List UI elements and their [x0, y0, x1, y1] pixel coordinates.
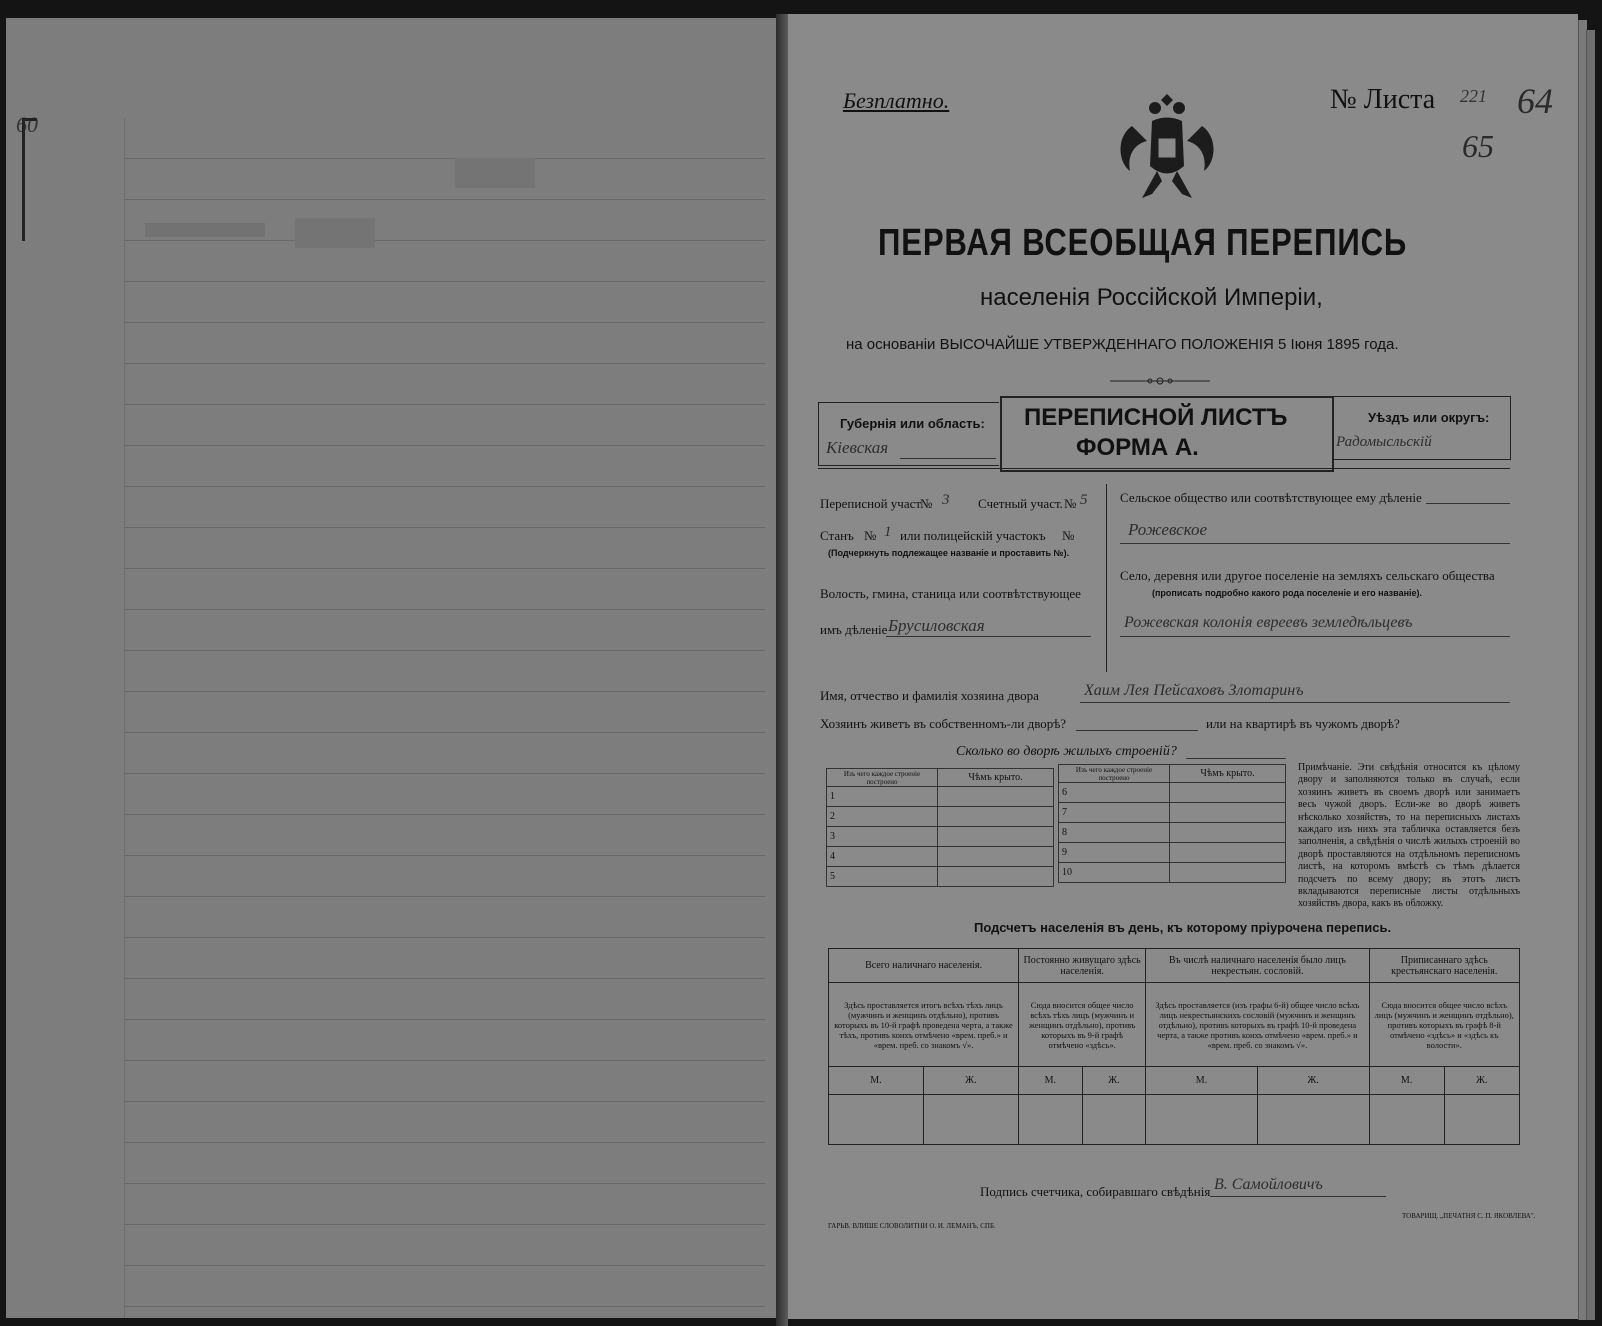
society-underline	[1426, 503, 1510, 504]
buildings-row-number: 3	[827, 827, 938, 847]
ghost-text-block	[145, 223, 265, 237]
printer-left: ГАРЬВ. ВЛИШЕ СЛОВОЛИТНИ О. И. ЛЕМАНЪ, СПБ.	[828, 1222, 996, 1230]
buildings-table-right	[1058, 764, 1286, 883]
male-header: М.	[1369, 1067, 1444, 1095]
police-label: или полицейскій участокъ	[900, 528, 1046, 543]
count-cell	[1444, 1095, 1519, 1145]
left-page-grid	[124, 118, 765, 1318]
buildings-row-number: 1	[827, 787, 938, 807]
female-header: Ж.	[1444, 1067, 1519, 1095]
buildings-table-left	[826, 768, 1054, 887]
owner-underline	[1080, 702, 1510, 703]
female-header: Ж.	[1257, 1067, 1369, 1095]
population-col-header: Всего наличнаго населенія.	[829, 949, 1019, 983]
decorative-divider	[1110, 376, 1210, 386]
volost-value: Брусиловская	[888, 616, 985, 635]
buildings-row-number: 10	[1059, 863, 1170, 883]
header-rule	[818, 468, 1510, 469]
society-value-underline	[1120, 543, 1510, 544]
count-section-value: 5	[1080, 492, 1088, 508]
buildings-row-number: 2	[827, 807, 938, 827]
free-label: Безплатно.	[843, 88, 950, 113]
village-note: (прописать подробно какого рода поселеніе и его названіе).	[1152, 588, 1423, 598]
count-cell	[1146, 1095, 1257, 1145]
count-section-label: Счетный участ.	[978, 496, 1063, 511]
buildings-row-number: 8	[1059, 823, 1170, 843]
buildings-row-number: 9	[1059, 843, 1170, 863]
signature-underline	[1210, 1196, 1386, 1197]
left-margin-number: 60	[16, 112, 38, 137]
owner-label: Имя, отчество и фамилія хозяина двора	[820, 688, 1039, 703]
imperial-eagle-emblem	[1112, 86, 1222, 206]
buildings-note: Примѣчаніе. Эти свѣдѣнія относятся къ цѣлому двору и заполняются только въ случаѣ, если хозяинъ живетъ въ своемъ дворѣ или занимаетъ весь чужой дворъ. Если-же во дворѣ живетъ нѣсколько хозяйствъ, то на переписныхъ листахъ каждаго изъ нихъ эта табличка оставляется безъ заполненія, а свѣдѣнія о числѣ жилыхъ строеній во дворѣ проставляются на отдѣльномъ переписномъ листѣ, на которомъ вмѣстѣ съ тѣмъ дѣлается подсчетъ по всему двору; въ этотъ листъ вкладываются переписные листы отдѣльныхъ хозяйствъ двора, какъ въ обложку.	[1298, 762, 1520, 910]
legal-basis: на основаніи ВЫСОЧАЙШЕ УТВЕРЖДЕННАГО ПОЛОЖЕНІЯ 5 Іюня 1895 года.	[846, 336, 1399, 353]
female-header: Ж.	[1082, 1067, 1146, 1095]
buildings-col-material: Изъ чего каждое строеніе построено	[1059, 765, 1170, 783]
population-col-description: Здѣсь проставляется (изъ графы 6-й) общее число всѣхъ лицъ некрестьянскихъ сословій (мужчинъ и женщинъ отдѣльно), противъ которыхъ въ графѣ 10-й проведена черта, а также противъ коихъ отмѣчено «врем. преб.» и «врем. преб. со знакомъ √».	[1146, 983, 1369, 1067]
printer-right: ТОВАРИЩ. „ПЕЧАТНЯ С. П. ЯКОВЛЕВА".	[1402, 1212, 1536, 1220]
population-col-description: Сюда вносится общее число всѣхъ тѣхъ лицъ (мужчинъ и женщинъ отдѣльно), противъ которыхъ въ 9-й графѣ отмѣчено «здѣсь».	[1019, 983, 1146, 1067]
sheet-number-label: № Листа	[1330, 84, 1436, 115]
count-cell	[1369, 1095, 1444, 1145]
province-label: Губернія или область:	[840, 416, 985, 431]
sheet-edge	[1586, 30, 1595, 1320]
population-col-header: Постоянно живущаго здѣсь населенія.	[1019, 949, 1146, 983]
volost-label: Волость, гмина, станица или соотвѣтствующее	[820, 586, 1081, 601]
population-col-header: Въ числѣ наличнаго населенія было лицъ некрестьян. сословій.	[1146, 949, 1369, 983]
buildings-row-number: 4	[827, 847, 938, 867]
female-header: Ж.	[923, 1067, 1018, 1095]
population-col-header: Приписаннаго здѣсь крестьянскаго населенія.	[1369, 949, 1519, 983]
left-margin-bracket	[22, 118, 37, 241]
village-value: Рожевская колонія евреевъ земледѣльцевъ	[1124, 614, 1413, 631]
population-count-title: Подсчетъ населенія въ день, къ которому пріурочена перепись.	[974, 920, 1392, 935]
count-cell	[1082, 1095, 1146, 1145]
male-header: М.	[1146, 1067, 1257, 1095]
society-value: Рожевское	[1128, 520, 1208, 539]
province-underline	[900, 458, 996, 459]
form-subtitle: населенія Россійской Имперіи,	[980, 284, 1323, 311]
ghost-text-block	[455, 158, 535, 188]
district-value: Радомысльскій	[1336, 434, 1432, 450]
stan-label: Станъ	[820, 528, 854, 543]
form-type-subtitle: ФОРМА А.	[1076, 434, 1199, 461]
signature-value: В. Самойловичъ	[1214, 1176, 1323, 1193]
province-value: Кіевская	[826, 438, 889, 457]
male-header: М.	[1019, 1067, 1082, 1095]
sheet-number	[1330, 84, 1487, 116]
village-label: Село, деревня или другое поселеніе на земляхъ сельскаго общества	[1120, 568, 1495, 583]
sheet-number-value: 221	[1460, 86, 1487, 106]
buildings-row-number: 5	[827, 867, 938, 887]
male-header: М.	[829, 1067, 924, 1095]
population-count-table	[828, 948, 1520, 1145]
census-section-label: Переписной участ	[820, 496, 922, 511]
count-cell	[1019, 1095, 1082, 1145]
handwritten-page-number-corrected: 65	[1462, 128, 1494, 164]
form-type-title: ПЕРЕПИСНОЙ ЛИСТЪ	[1024, 404, 1288, 431]
stan-value: 1	[884, 524, 892, 540]
form-title: ПЕРВАЯ ВСЕОБЩАЯ ПЕРЕПИСЬ	[878, 222, 1408, 264]
handwritten-page-number: 64	[1517, 81, 1553, 121]
signature-label: Подпись счетчика, собиравшаго свѣдѣнія	[980, 1184, 1211, 1199]
volost-underline	[886, 636, 1091, 637]
count-cell	[1257, 1095, 1369, 1145]
village-underline	[1120, 636, 1510, 637]
buildings-row-number: 6	[1059, 783, 1170, 803]
buildings-underline	[1186, 758, 1286, 759]
own-yard-underline	[1076, 730, 1198, 731]
population-col-description: Сюда вносится общее число всѣхъ лицъ (мужчинъ и женщинъ отдѣльно), противъ которыхъ въ графѣ 8-й отмѣчено «здѣсь» и «здѣсь къ волости».	[1369, 983, 1519, 1067]
book-spine	[776, 14, 788, 1326]
count-cell	[829, 1095, 924, 1145]
ghost-text-block	[295, 218, 375, 248]
left-page	[6, 18, 778, 1318]
buildings-label: Сколько во дворѣ жилыхъ строеній?	[956, 744, 1177, 759]
buildings-col-material: Изъ чего каждое строеніе построено	[827, 769, 938, 787]
buildings-row-number: 7	[1059, 803, 1170, 823]
district-label: Уѣздъ или округъ:	[1368, 410, 1490, 425]
owner-value: Хаим Лея Пейсаховъ Злотаринъ	[1084, 682, 1304, 699]
buildings-col-roof: Чѣмъ крыто.	[1170, 765, 1286, 783]
census-section-value: 3	[942, 492, 950, 508]
society-label: Сельское общество или соотвѣтствующее ему дѣленіе	[1120, 490, 1422, 505]
population-col-description: Здѣсь проставляется итогъ всѣхъ тѣхъ лицъ (мужчинъ и женщинъ отдѣльно), противъ которыхъ въ 10-й графѣ проведена черта, а также тѣхъ, противъ коихъ отмѣчено «врем. преб.» и «врем. преб. со знакомъ √».	[829, 983, 1019, 1067]
buildings-col-roof: Чѣмъ крыто.	[938, 769, 1054, 787]
stan-note: (Подчеркнуть подлежащее названіе и проставить №).	[828, 548, 1070, 558]
rented-label: или на квартирѣ въ чужомъ дворѣ?	[1206, 716, 1400, 731]
column-divider	[1106, 484, 1107, 672]
count-cell	[923, 1095, 1018, 1145]
own-yard-label: Хозяинъ живетъ въ собственномъ-ли дворѣ?	[820, 716, 1067, 731]
volost-label-2: имъ дѣленіе	[820, 622, 888, 637]
